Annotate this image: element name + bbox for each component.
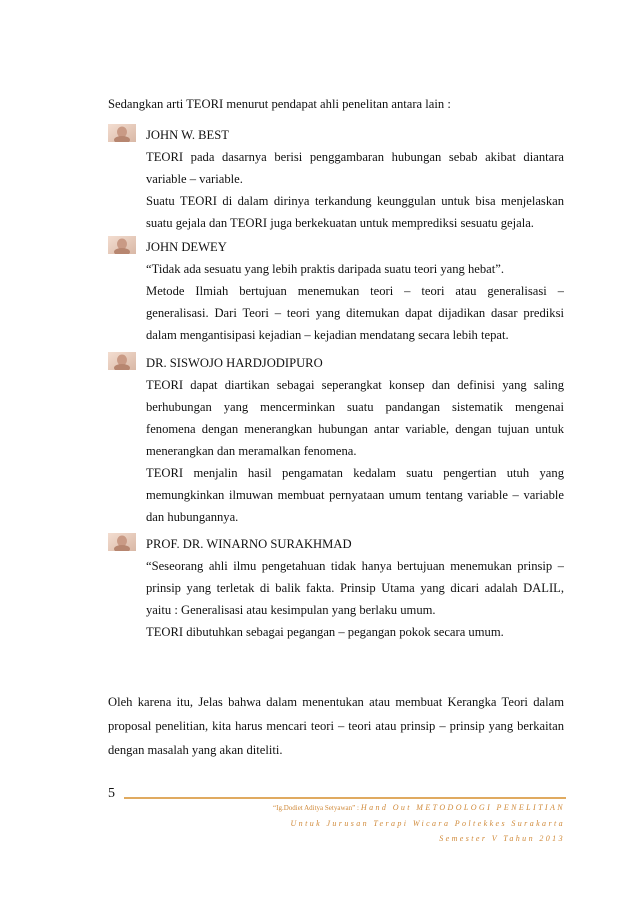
portrait-bullet-icon xyxy=(108,533,136,551)
text-line: Suatu TEORI di dalam dirinya terkandung keunggulan untuk bisa menjelaskan xyxy=(146,194,564,208)
expert-name: PROF. DR. WINARNO SURAKHMAD xyxy=(146,537,352,551)
expert-item xyxy=(108,533,564,643)
text-line: generalisasi. Dari Teori – teori yang ditemukan dapat dijadikan dasar prediksi xyxy=(146,306,564,320)
text-line: Metode Ilmiah bertujuan menemukan teori – teori atau generalisasi – xyxy=(146,284,564,298)
footer-department: Untuk Jurusan Terapi Wicara Poltekkes Surakarta xyxy=(290,819,565,828)
conclusion-paragraph xyxy=(108,690,564,762)
text-line: variable – variable. xyxy=(146,172,243,186)
text-line: fenomena dengan menerangkan hubungan antar variable, dengan tujuan untuk xyxy=(146,422,564,436)
text-line: TEORI menjalin hasil pengamatan kedalam suatu pengertian utuh yang xyxy=(146,466,564,480)
footer-semester: Semester V Tahun 2013 xyxy=(439,834,565,843)
intro-text: Sedangkan arti TEORI menurut pendapat ahli penelitan antara lain : xyxy=(108,97,451,111)
text-line: Oleh karena itu, Jelas bahwa dalam menentukan atau membuat Kerangka Teori dalam xyxy=(108,695,564,709)
expert-name: JOHN DEWEY xyxy=(146,240,227,254)
text-line: prinsip yang terletak di balik fakta. Prinsip Utama yang dicari adalah DALIL, xyxy=(146,581,564,595)
text-line: “Tidak ada sesuatu yang lebih praktis daripada suatu teori yang hebat”. xyxy=(146,262,504,276)
page-number: 5 xyxy=(108,786,115,801)
text-line: memungkinkan ilmuwan membuat pernyataan umum tentang variable – variable xyxy=(146,488,564,502)
expert-item xyxy=(108,236,564,346)
text-line: suatu gejala dan TEORI juga berkekuatan untuk memprediksi sesuatu gejala. xyxy=(146,216,534,230)
text-line: yaitu : Generalisasi atau kesimpulan yang berlaku umum. xyxy=(146,603,436,617)
text-line: dan hubungannya. xyxy=(146,510,239,524)
text-line: TEORI dapat diartikan sebagai seperangkat konsep dan definisi yang saling xyxy=(146,378,564,392)
text-line: TEORI pada dasarnya berisi penggambaran hubungan sebab akibat diantara xyxy=(146,150,564,164)
portrait-bullet-icon xyxy=(108,236,136,254)
text-line: proposal penelitian, kita harus mencari teori – teori atau prinsip – prinsip yang berkaitan xyxy=(108,719,564,733)
text-line: berhubungan yang mencerminkan suatu pandangan sistematik mengenai xyxy=(146,400,564,414)
expert-item xyxy=(108,352,564,528)
expert-name: DR. SISWOJO HARDJODIPURO xyxy=(146,356,323,370)
text-line: dalam mengantisipasi kejadian – kejadian mendatang secara lebih tepat. xyxy=(146,328,509,342)
expert-item xyxy=(108,124,564,234)
text-line: menerangkan dan meramalkan fenomena. xyxy=(146,444,357,458)
expert-name: JOHN W. BEST xyxy=(146,128,229,142)
text-line: “Seseorang ahli ilmu pengetahuan tidak hanya bertujuan menemukan prinsip – xyxy=(146,559,564,573)
footer-author: “Ig.Dodiet Aditya Setyawan” : xyxy=(273,804,359,812)
text-line: TEORI dibutuhkan sebagai pegangan – pegangan pokok secara umum. xyxy=(146,625,504,639)
footer-rule xyxy=(124,797,566,799)
text-line: dengan masalah yang akan diteliti. xyxy=(108,743,283,757)
footer xyxy=(273,800,565,846)
portrait-bullet-icon xyxy=(108,352,136,370)
portrait-bullet-icon xyxy=(108,124,136,142)
footer-title: Hand Out METODOLOGI PENELITIAN xyxy=(360,803,565,812)
